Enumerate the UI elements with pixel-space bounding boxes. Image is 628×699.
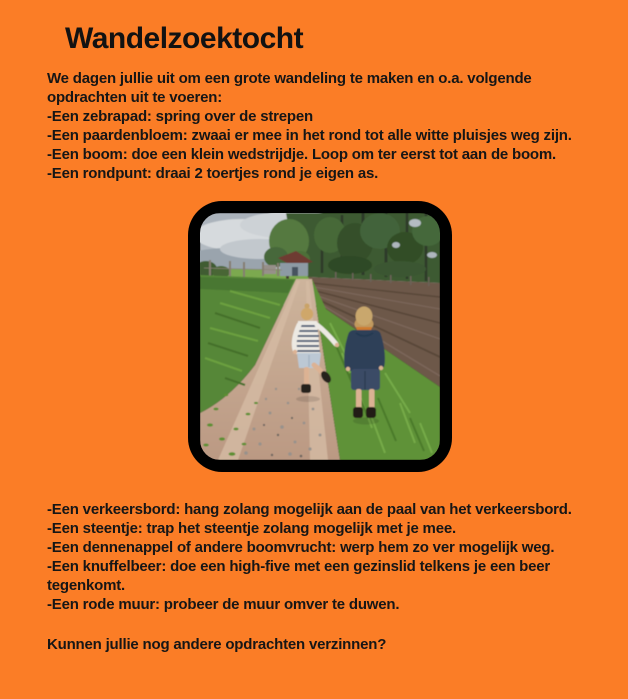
photo-children-walking <box>188 201 452 472</box>
task-line: -Een dennenappel of andere boomvrucht: werp hem zo ver mogelijk weg. <box>47 539 555 556</box>
page-title: Wandelzoektocht <box>65 22 304 55</box>
photo-illustration <box>200 213 440 460</box>
intro-line: -Een boom: doe een klein wedstrijdje. Loop om ter eerst tot aan de boom. <box>47 146 557 163</box>
task-line: -Een rode muur: probeer de muur omver te duwen. <box>47 596 400 613</box>
task-line: tegenkomt. <box>47 577 126 594</box>
intro-line: -Een paardenbloem: zwaai er mee in het rond tot alle witte pluisjes weg zijn. <box>47 127 572 144</box>
task-line: -Een knuffelbeer: doe een high-five met een gezinslid telkens je een beer <box>47 558 551 575</box>
task-line: -Een verkeersbord: hang zolang mogelijk aan de paal van het verkeersbord. <box>47 501 572 518</box>
intro-line: -Een zebrapad: spring over de strepen <box>47 108 313 125</box>
task-line: -Een steentje: trap het steentje zolang mogelijk met je mee. <box>47 520 456 537</box>
closing-question: Kunnen jullie nog andere opdrachten verzinnen? <box>47 636 387 653</box>
intro-line: We dagen jullie uit om een grote wandeling te maken en o.a. volgende <box>47 70 532 87</box>
tasks-text <box>47 500 572 614</box>
intro-line: opdrachten uit te voeren: <box>47 89 223 106</box>
intro-line: -Een rondpunt: draai 2 toertjes rond je eigen as. <box>47 165 379 182</box>
intro-text <box>47 69 572 183</box>
